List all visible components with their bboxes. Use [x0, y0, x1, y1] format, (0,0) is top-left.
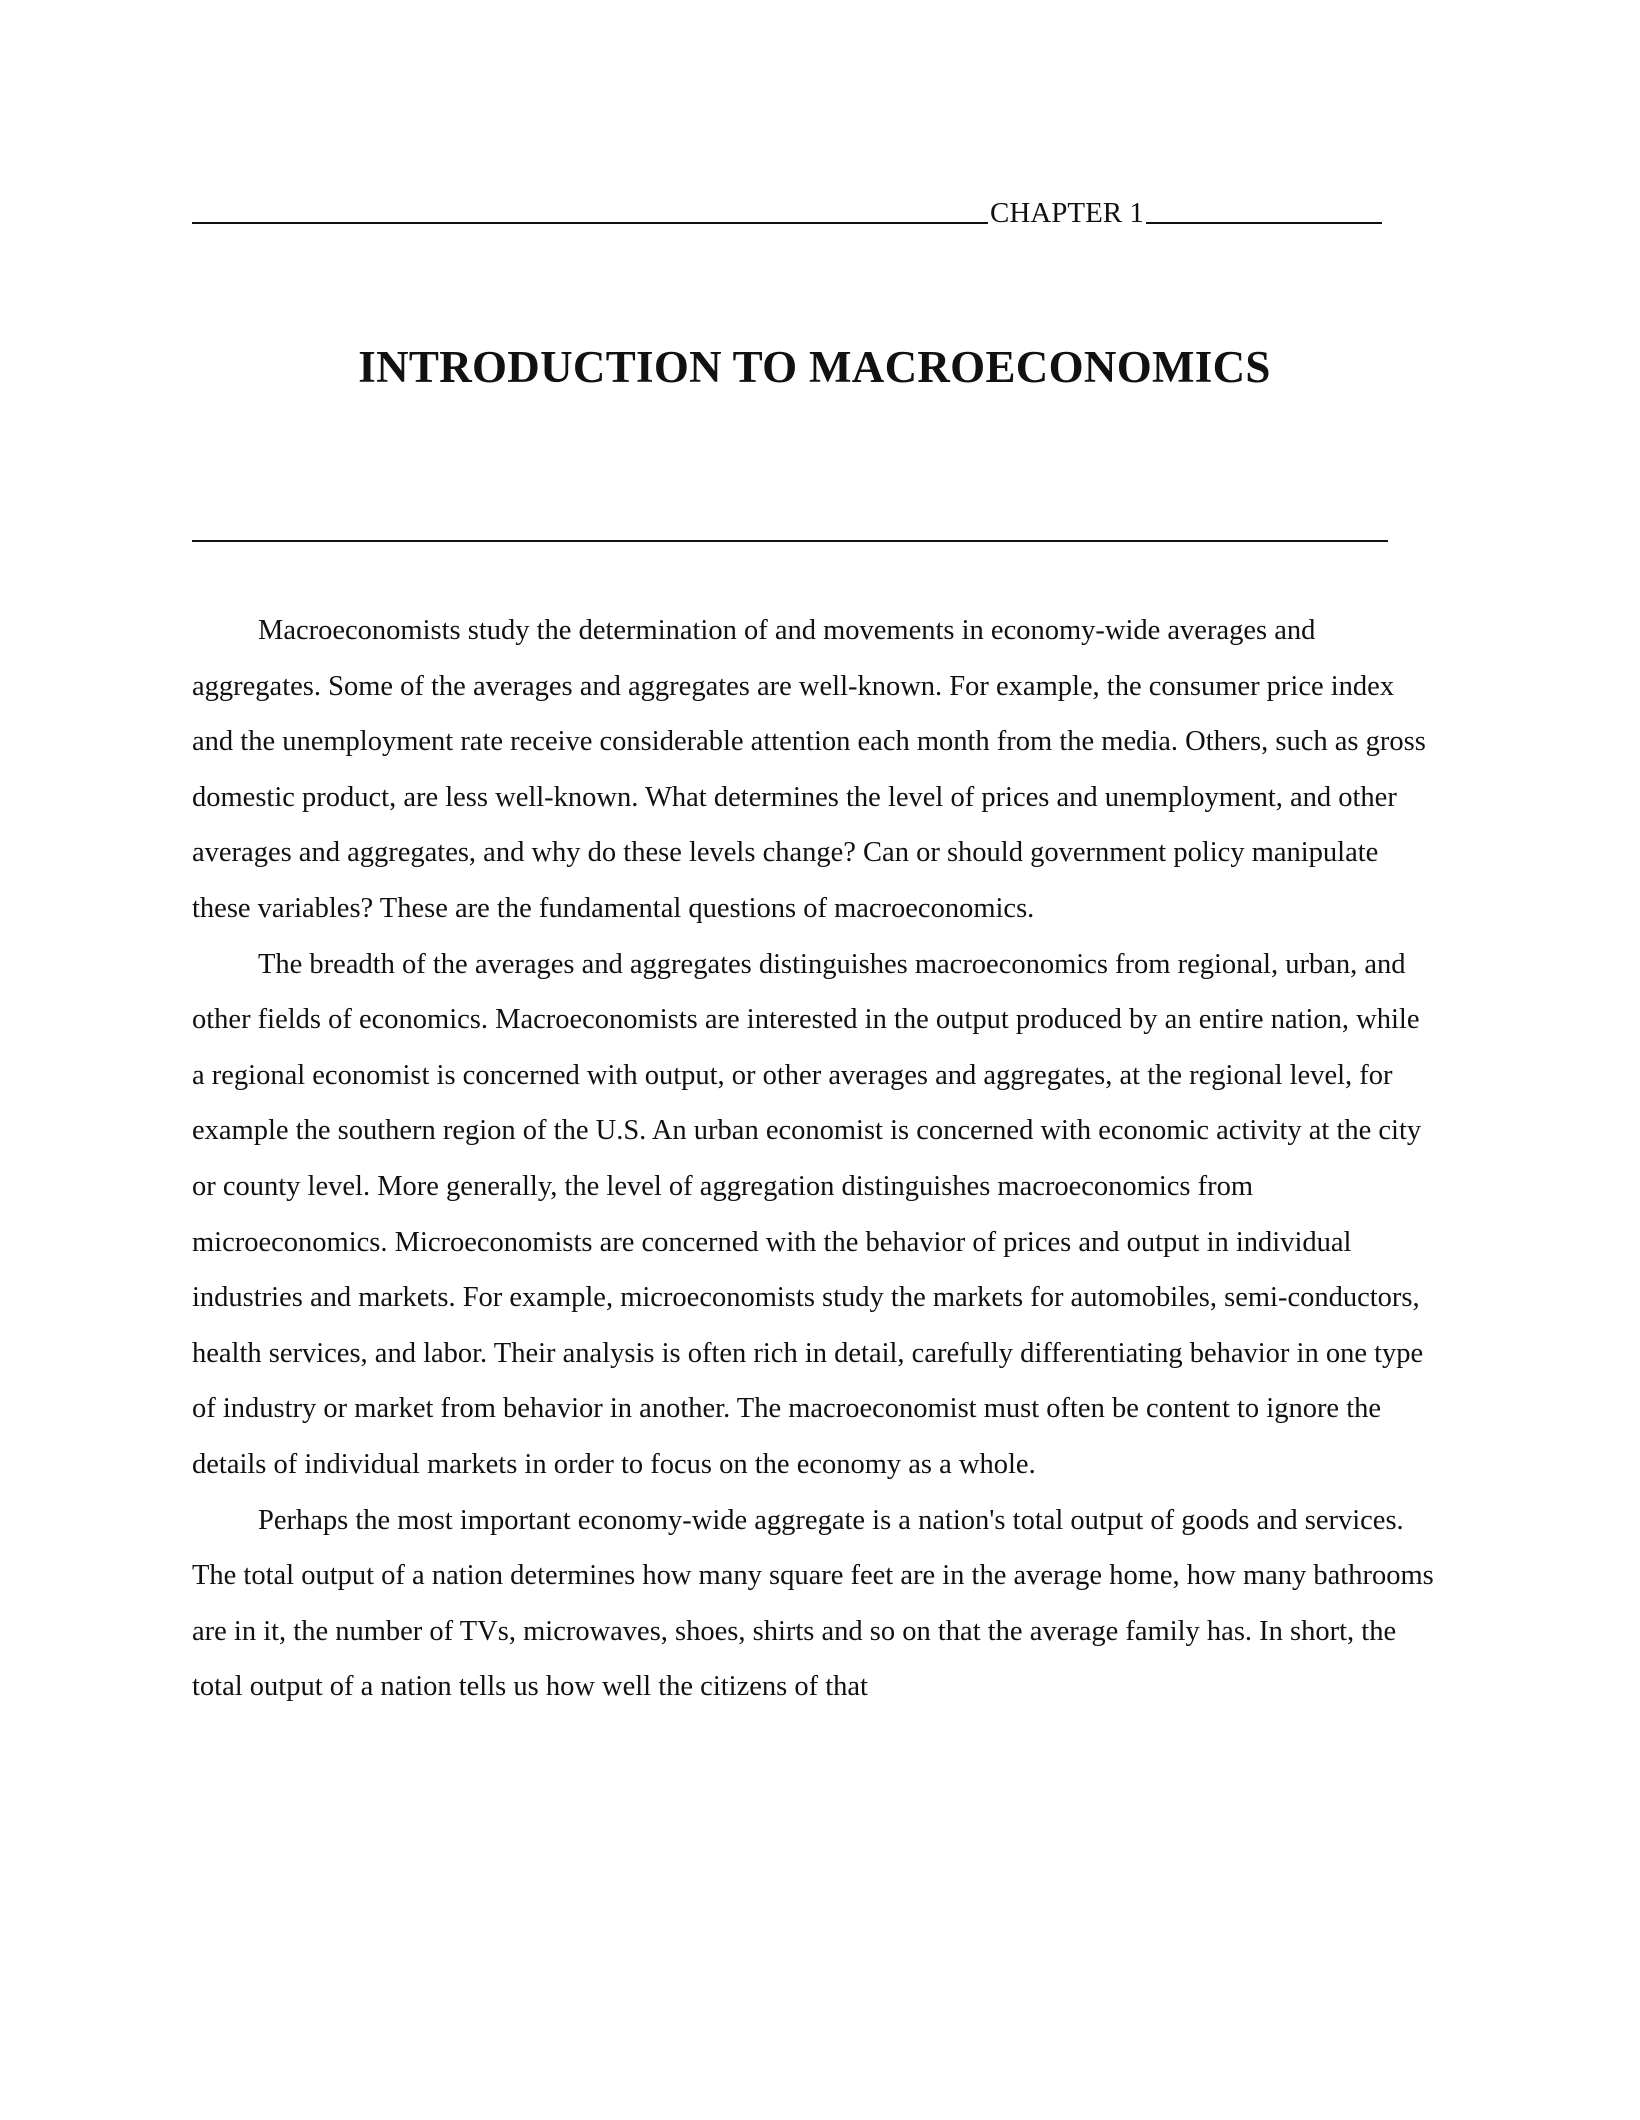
paragraph: Perhaps the most important economy-wide aggregate is a nation's total output of goods and services. The total output of a nation determines how many square feet are in the average home, how many bathrooms are in it, the number of TVs, microwaves, shoes, shirts and so on that the average family has. In short, the total output of a nation tells us how well the citizens of that — [192, 1504, 1434, 1703]
body-text — [192, 603, 1437, 1715]
header-rule-left — [192, 222, 988, 224]
title-divider — [192, 540, 1388, 542]
chapter-title: INTRODUCTION TO MACROECONOMICS — [358, 342, 1271, 392]
paragraph: Macroeconomists study the determination of and movements in economy-wide averages and aggregates. Some of the averages and aggregates are well-known. For example, the consumer price index and the unemployment rate receive considerable attention each month from the media. Others, such as gross domestic product, are less well-known. What determines the level of prices and unemployment, and other averages and aggregates, and why do these levels change? Can or should government policy manipulate these variables? These are the fundamental questions of macroeconomics. — [192, 615, 1426, 924]
header-rule-right — [1146, 222, 1382, 224]
chapter-header — [192, 190, 1382, 230]
chapter-label: CHAPTER 1 — [990, 197, 1144, 229]
paragraph: The breadth of the averages and aggregates distinguishes macroeconomics from regional, urban, and other fields of economics. Macroeconomists are interested in the output produced by an entire nation, while a regional economist is concerned with output, or other averages and aggregates, at the regional level, for example the southern region of the U.S. An urban economist is concerned with economic activity at the city or county level. More generally, the level of aggregation distinguishes macroeconomics from microeconomics. Microeconomists are concerned with the behavior of prices and output in individual industries and markets. For example, microeconomists study the markets for automobiles, semi-conductors, health services, and labor. Their analysis is often rich in detail, carefully differentiating behavior in one type of industry or market from behavior in another. The macroeconomist must often be content to ignore the details of individual markets in order to focus on the economy as a whole. — [192, 948, 1424, 1480]
